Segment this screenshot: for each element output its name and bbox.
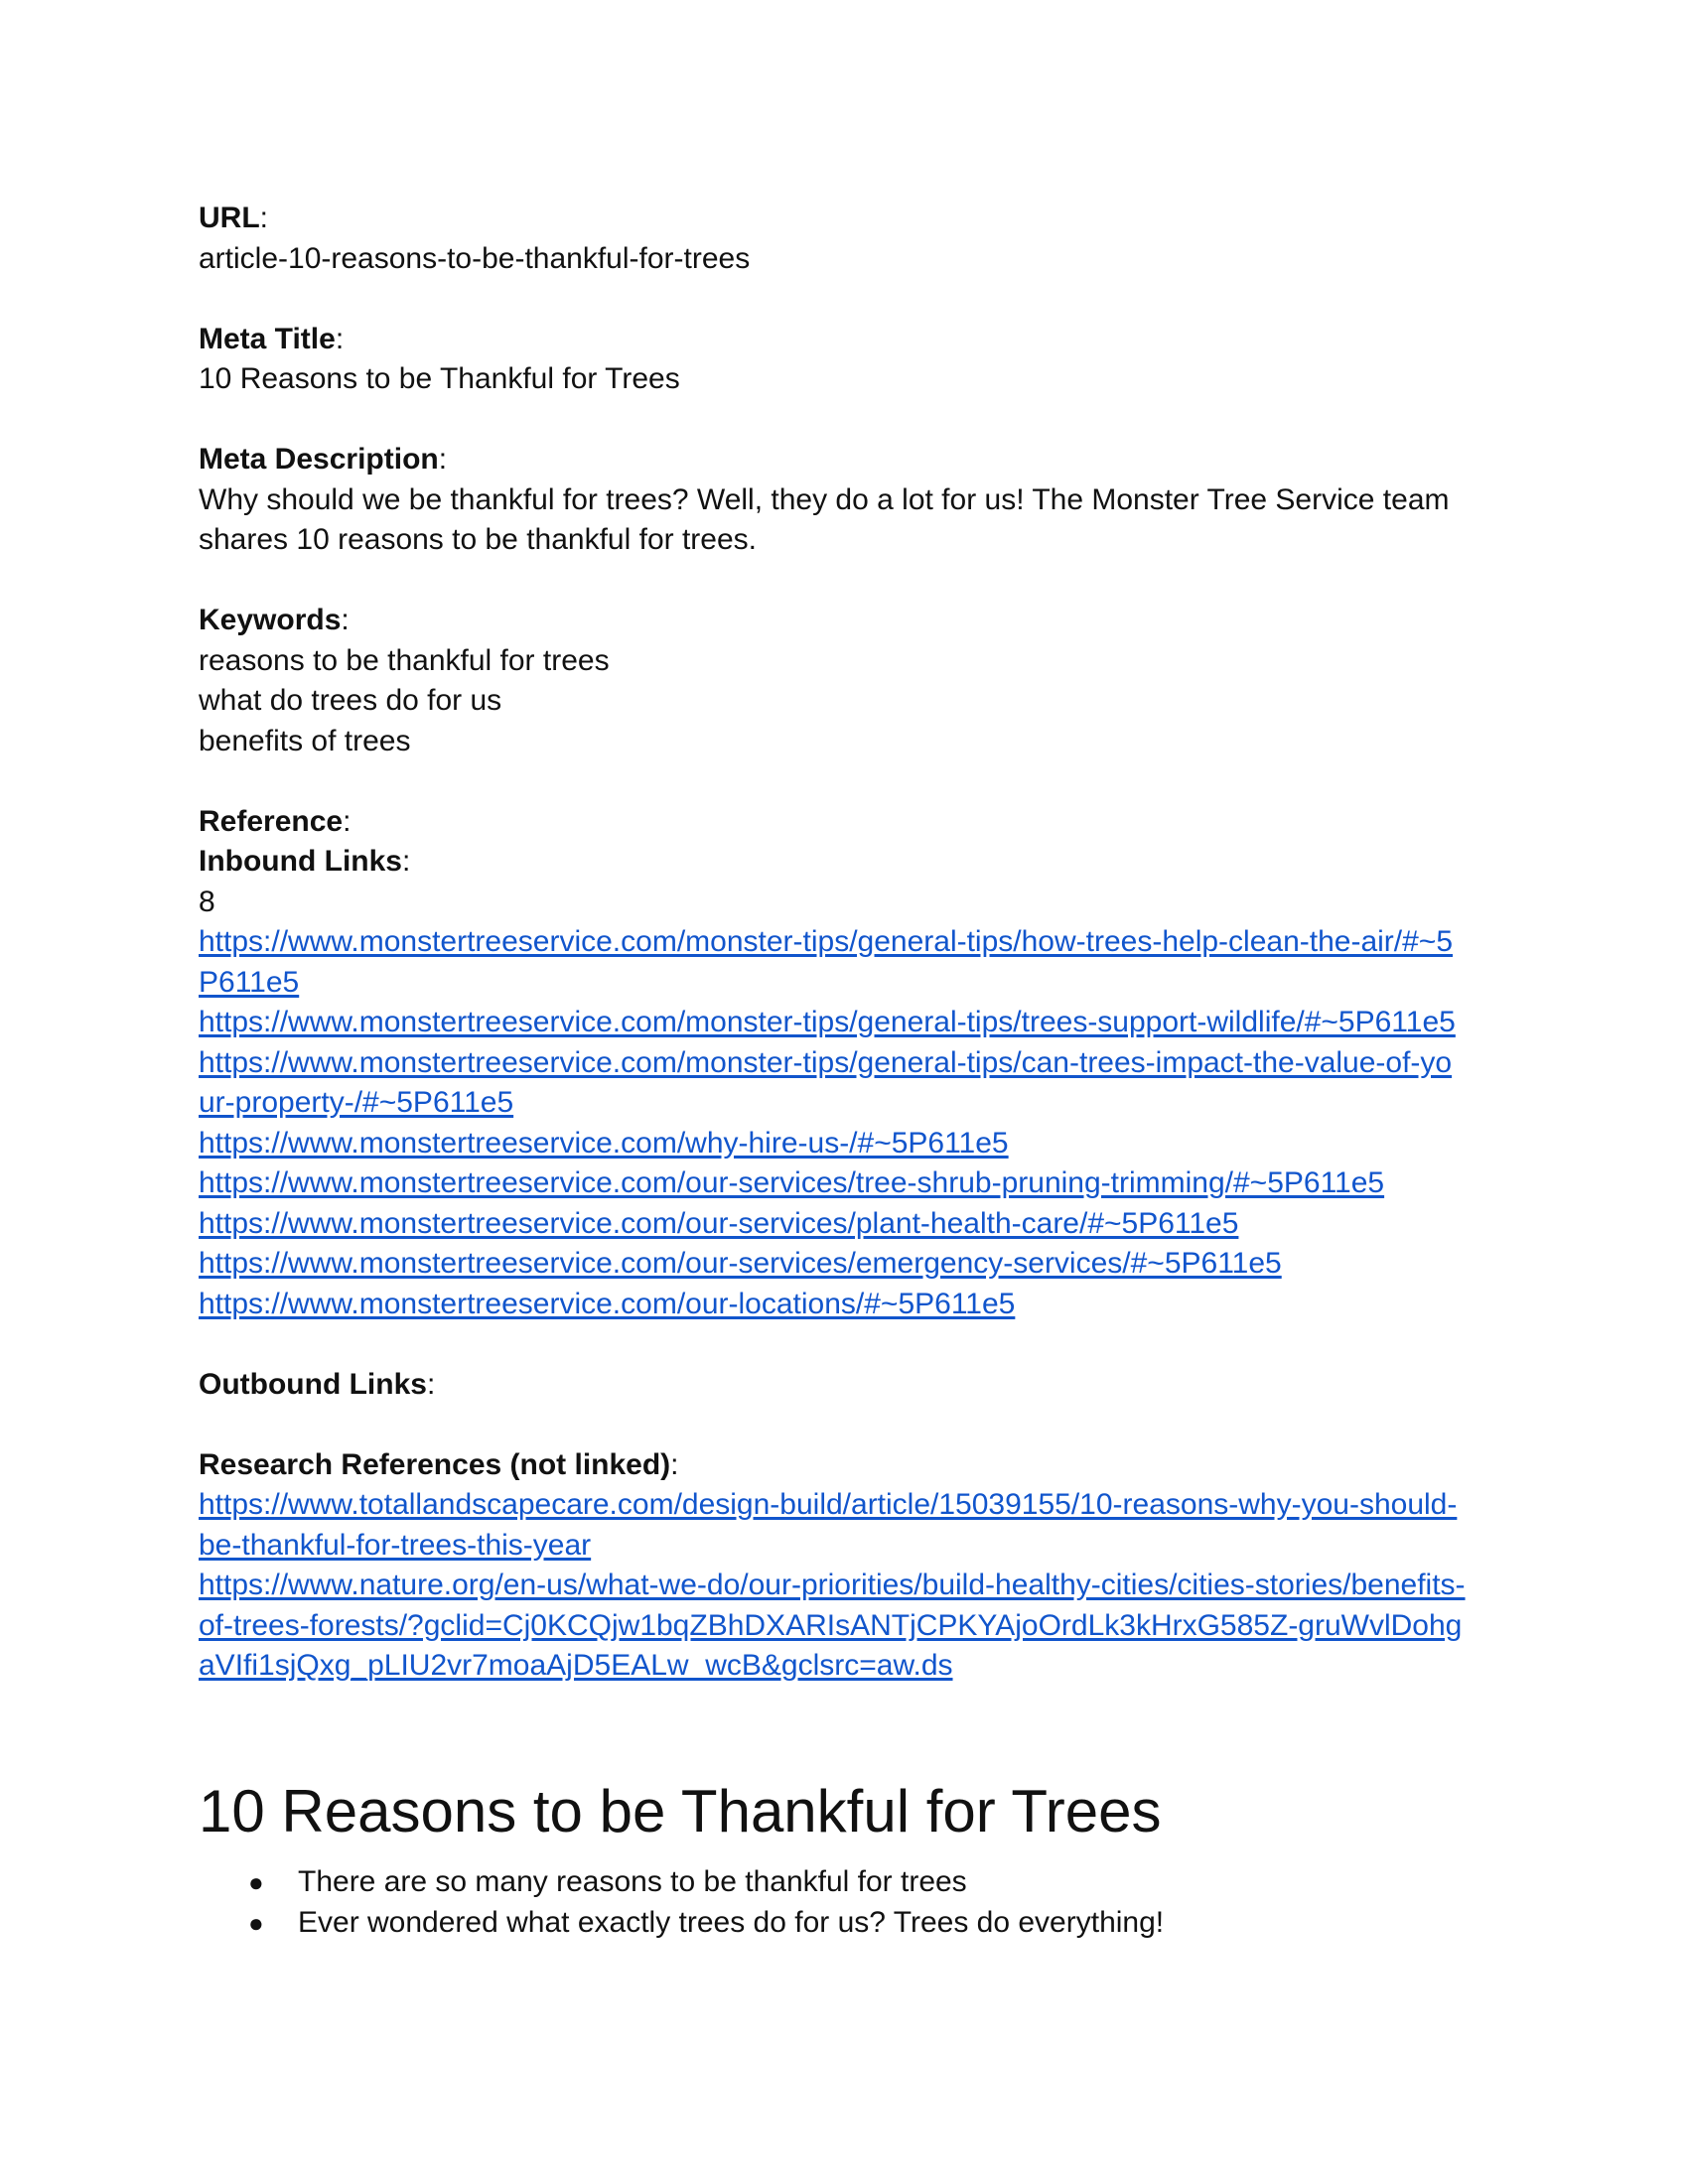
inbound-link[interactable]: https://www.monstertreeservice.com/our-services/emergency-services/#~5P611e5	[199, 1247, 1282, 1280]
colon: :	[670, 1447, 679, 1481]
colon: :	[438, 443, 448, 476]
spacer	[199, 400, 1489, 441]
inbound-link[interactable]: https://www.monstertreeservice.com/our-locations/#~5P611e5	[199, 1287, 1016, 1320]
colon: :	[335, 322, 345, 355]
meta-description-line: shares 10 reasons to be thankful for trees.	[199, 523, 757, 556]
meta-title-value: 10 Reasons to be Thankful for Trees	[199, 362, 680, 395]
research-link[interactable]: https://www.nature.org/en-us/what-we-do/our-priorities/build-healthy-cities/cities-stories/benefits-	[199, 1569, 1466, 1601]
outbound-links-label: Outbound Links	[199, 1367, 427, 1401]
meta-title-label: Meta Title	[199, 322, 336, 355]
reference-label: Reference	[199, 804, 344, 838]
research-references-heading	[199, 1445, 1489, 1486]
spacer	[199, 761, 1489, 802]
research-link-continued[interactable]: of-trees-forests/?gclid=Cj0KCQjw1bqZBhDXARIsANTjCPKYAjoOrdLk3kHrxG585Z-gruWvlDohg	[199, 1608, 1463, 1642]
research-link-continued[interactable]: be-thankful-for-trees-this-year	[199, 1528, 592, 1562]
keyword-item: what do trees do for us	[199, 684, 502, 717]
inbound-link[interactable]: https://www.monstertreeservice.com/our-services/tree-shrub-pruning-trimming/#~5P611e5	[199, 1166, 1385, 1199]
url-heading	[199, 199, 1489, 239]
inbound-link[interactable]: https://www.monstertreeservice.com/why-hire-us-/#~5P611e5	[199, 1126, 1009, 1160]
keyword-item: reasons to be thankful for trees	[199, 643, 610, 677]
research-link[interactable]: https://www.totallandscapecare.com/design-build/article/15039155/10-reasons-why-you-should-	[199, 1488, 1458, 1521]
outbound-links-heading	[199, 1365, 1489, 1406]
inbound-link-continued[interactable]: ur-property-/#~5P611e5	[199, 1086, 514, 1119]
spacer	[199, 561, 1489, 602]
url-value: article-10-reasons-to-be-thankful-for-trees	[199, 241, 751, 275]
bullet-dot-icon: ●	[248, 1907, 264, 1938]
spacer	[199, 279, 1489, 320]
spacer	[199, 1405, 1489, 1445]
colon: :	[401, 845, 411, 878]
inbound-link-continued[interactable]: P611e5	[199, 965, 300, 999]
meta-description-label: Meta Description	[199, 443, 439, 476]
inbound-link[interactable]: https://www.monstertreeservice.com/our-services/plant-health-care/#~5P611e5	[199, 1206, 1239, 1240]
research-link-continued[interactable]: aVIfi1sjQxg_pLIU2vr7moaAjD5EALw_wcB&gclsrc=aw.ds	[199, 1649, 953, 1682]
inbound-links-count: 8	[199, 885, 215, 918]
bullet-dot-icon: ●	[248, 1867, 264, 1897]
inbound-link[interactable]: https://www.monstertreeservice.com/monster-tips/general-tips/how-trees-help-clean-the-air/#~5	[199, 925, 1454, 958]
document-page	[199, 199, 1489, 1687]
colon: :	[343, 804, 352, 838]
article-title: 10 Reasons to be Thankful for Trees	[199, 1778, 1162, 1844]
article-bullet-list	[199, 1862, 1164, 1943]
colon: :	[259, 202, 268, 234]
meta-description-line: Why should we be thankful for trees? Well, they do a lot for us! The Monster Tree Service team	[199, 482, 1450, 516]
keyword-item: benefits of trees	[199, 724, 411, 757]
keywords-heading	[199, 601, 1489, 641]
meta-title-heading	[199, 320, 1489, 360]
keywords-label: Keywords	[199, 604, 342, 636]
bullet-item	[199, 1862, 1164, 1903]
inbound-link[interactable]: https://www.monstertreeservice.com/monster-tips/general-tips/can-trees-impact-the-value-of-yo	[199, 1045, 1453, 1079]
colon: :	[426, 1367, 436, 1401]
inbound-links-label: Inbound Links	[199, 845, 402, 878]
bullet-text: There are so many reasons to be thankful for trees	[298, 1865, 967, 1898]
bullet-item	[199, 1903, 1164, 1944]
spacer	[199, 1324, 1489, 1365]
colon: :	[341, 604, 350, 636]
bullet-text: Ever wondered what exactly trees do for us? Trees do everything!	[298, 1905, 1165, 1939]
inbound-link[interactable]: https://www.monstertreeservice.com/monster-tips/general-tips/trees-support-wildlife/#~5P611e5	[199, 1006, 1456, 1038]
research-references-label: Research References (not linked)	[199, 1447, 671, 1481]
meta-description-heading	[199, 440, 1489, 480]
reference-heading	[199, 802, 1489, 843]
url-label: URL	[199, 202, 260, 234]
inbound-links-heading	[199, 842, 1489, 883]
